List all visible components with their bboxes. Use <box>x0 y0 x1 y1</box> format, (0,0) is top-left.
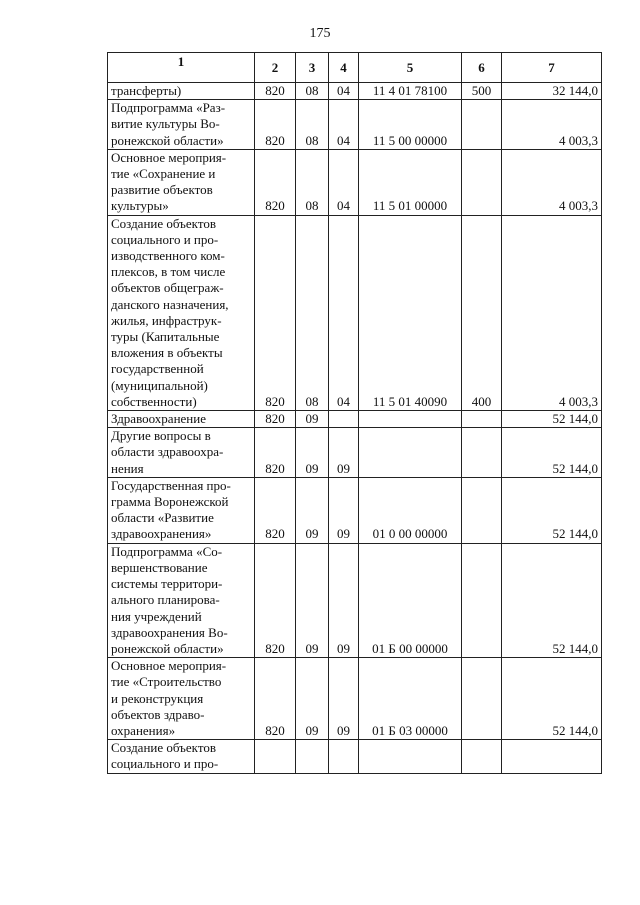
cell-col3: 09 <box>296 411 329 428</box>
cell-col3 <box>296 740 329 773</box>
cell-col4: 09 <box>329 658 359 740</box>
cell-col6: 500 <box>462 83 502 100</box>
row-name: Создание объектов социального и про- изводственного ком- плексов, в том числе объектов общеграж- данского назначения, жилья, инфраструк- туры (Капитальные вложения в объекты государственной (муниципальной) собственности) <box>108 215 255 410</box>
column-header-2: 2 <box>255 53 296 83</box>
table-row <box>108 100 602 150</box>
cell-col3: 09 <box>296 543 329 657</box>
cell-col7: 52 144,0 <box>502 543 602 657</box>
table-row <box>108 428 602 478</box>
cell-col3: 08 <box>296 83 329 100</box>
column-header-7: 7 <box>502 53 602 83</box>
cell-col5 <box>359 411 462 428</box>
cell-col6: 400 <box>462 215 502 410</box>
cell-col4 <box>329 411 359 428</box>
cell-col5: 01 Б 00 00000 <box>359 543 462 657</box>
cell-col4: 09 <box>329 543 359 657</box>
table-row <box>108 215 602 410</box>
cell-col5: 11 5 01 40090 <box>359 215 462 410</box>
cell-col5: 11 5 00 00000 <box>359 100 462 150</box>
cell-col3: 09 <box>296 477 329 543</box>
cell-col2: 820 <box>255 411 296 428</box>
column-header-1: 1 <box>108 53 255 83</box>
cell-col5: 11 5 01 00000 <box>359 149 462 215</box>
row-name: Основное мероприя- тие «Строительство и реконструкция объектов здраво- охранения» <box>108 658 255 740</box>
cell-col3: 09 <box>296 428 329 478</box>
table-row <box>108 149 602 215</box>
row-name: Создание объектов социального и про- <box>108 740 255 773</box>
row-name: Подпрограмма «Со- вершенствование системы территори- ального планирова- ния учреждений здравоохранения Во- ронежской области» <box>108 543 255 657</box>
row-name: Здравоохранение <box>108 411 255 428</box>
cell-col4: 04 <box>329 100 359 150</box>
row-name: Государственная про- грамма Воронежской области «Развитие здравоохранения» <box>108 477 255 543</box>
cell-col6 <box>462 658 502 740</box>
table-row <box>108 740 602 773</box>
row-name: Подпрограмма «Раз- витие культуры Во- ронежской области» <box>108 100 255 150</box>
budget-table <box>107 52 602 774</box>
table-row <box>108 83 602 100</box>
column-header-6: 6 <box>462 53 502 83</box>
cell-col6 <box>462 428 502 478</box>
cell-col2: 820 <box>255 543 296 657</box>
row-name: Другие вопросы в области здравоохра- нения <box>108 428 255 478</box>
page-number: 175 <box>309 26 331 41</box>
cell-col4: 09 <box>329 428 359 478</box>
cell-col4: 09 <box>329 477 359 543</box>
cell-col3: 09 <box>296 658 329 740</box>
cell-col7 <box>502 740 602 773</box>
cell-col7: 52 144,0 <box>502 428 602 478</box>
table-row <box>108 411 602 428</box>
column-header-3: 3 <box>296 53 329 83</box>
cell-col5 <box>359 428 462 478</box>
cell-col2: 820 <box>255 428 296 478</box>
column-header-5: 5 <box>359 53 462 83</box>
cell-col6 <box>462 543 502 657</box>
table-header-row <box>108 53 602 83</box>
cell-col4: 04 <box>329 149 359 215</box>
cell-col2: 820 <box>255 215 296 410</box>
cell-col6 <box>462 149 502 215</box>
cell-col6 <box>462 100 502 150</box>
cell-col7: 4 003,3 <box>502 215 602 410</box>
cell-col2 <box>255 740 296 773</box>
cell-col5: 11 4 01 78100 <box>359 83 462 100</box>
table-row <box>108 658 602 740</box>
cell-col3: 08 <box>296 215 329 410</box>
cell-col7: 52 144,0 <box>502 658 602 740</box>
cell-col4: 04 <box>329 83 359 100</box>
row-name: Основное мероприя- тие «Сохранение и развитие объектов культуры» <box>108 149 255 215</box>
cell-col2: 820 <box>255 100 296 150</box>
cell-col2: 820 <box>255 83 296 100</box>
cell-col5 <box>359 740 462 773</box>
cell-col2: 820 <box>255 149 296 215</box>
cell-col2: 820 <box>255 477 296 543</box>
table-row <box>108 477 602 543</box>
cell-col7: 52 144,0 <box>502 477 602 543</box>
cell-col6 <box>462 477 502 543</box>
cell-col7: 32 144,0 <box>502 83 602 100</box>
cell-col7: 52 144,0 <box>502 411 602 428</box>
cell-col5: 01 0 00 00000 <box>359 477 462 543</box>
cell-col3: 08 <box>296 149 329 215</box>
cell-col5: 01 Б 03 00000 <box>359 658 462 740</box>
cell-col4 <box>329 740 359 773</box>
cell-col7: 4 003,3 <box>502 149 602 215</box>
row-name: трансферты) <box>108 83 255 100</box>
cell-col6 <box>462 411 502 428</box>
cell-col2: 820 <box>255 658 296 740</box>
column-header-4: 4 <box>329 53 359 83</box>
cell-col6 <box>462 740 502 773</box>
table-row <box>108 543 602 657</box>
cell-col7: 4 003,3 <box>502 100 602 150</box>
cell-col4: 04 <box>329 215 359 410</box>
cell-col3: 08 <box>296 100 329 150</box>
